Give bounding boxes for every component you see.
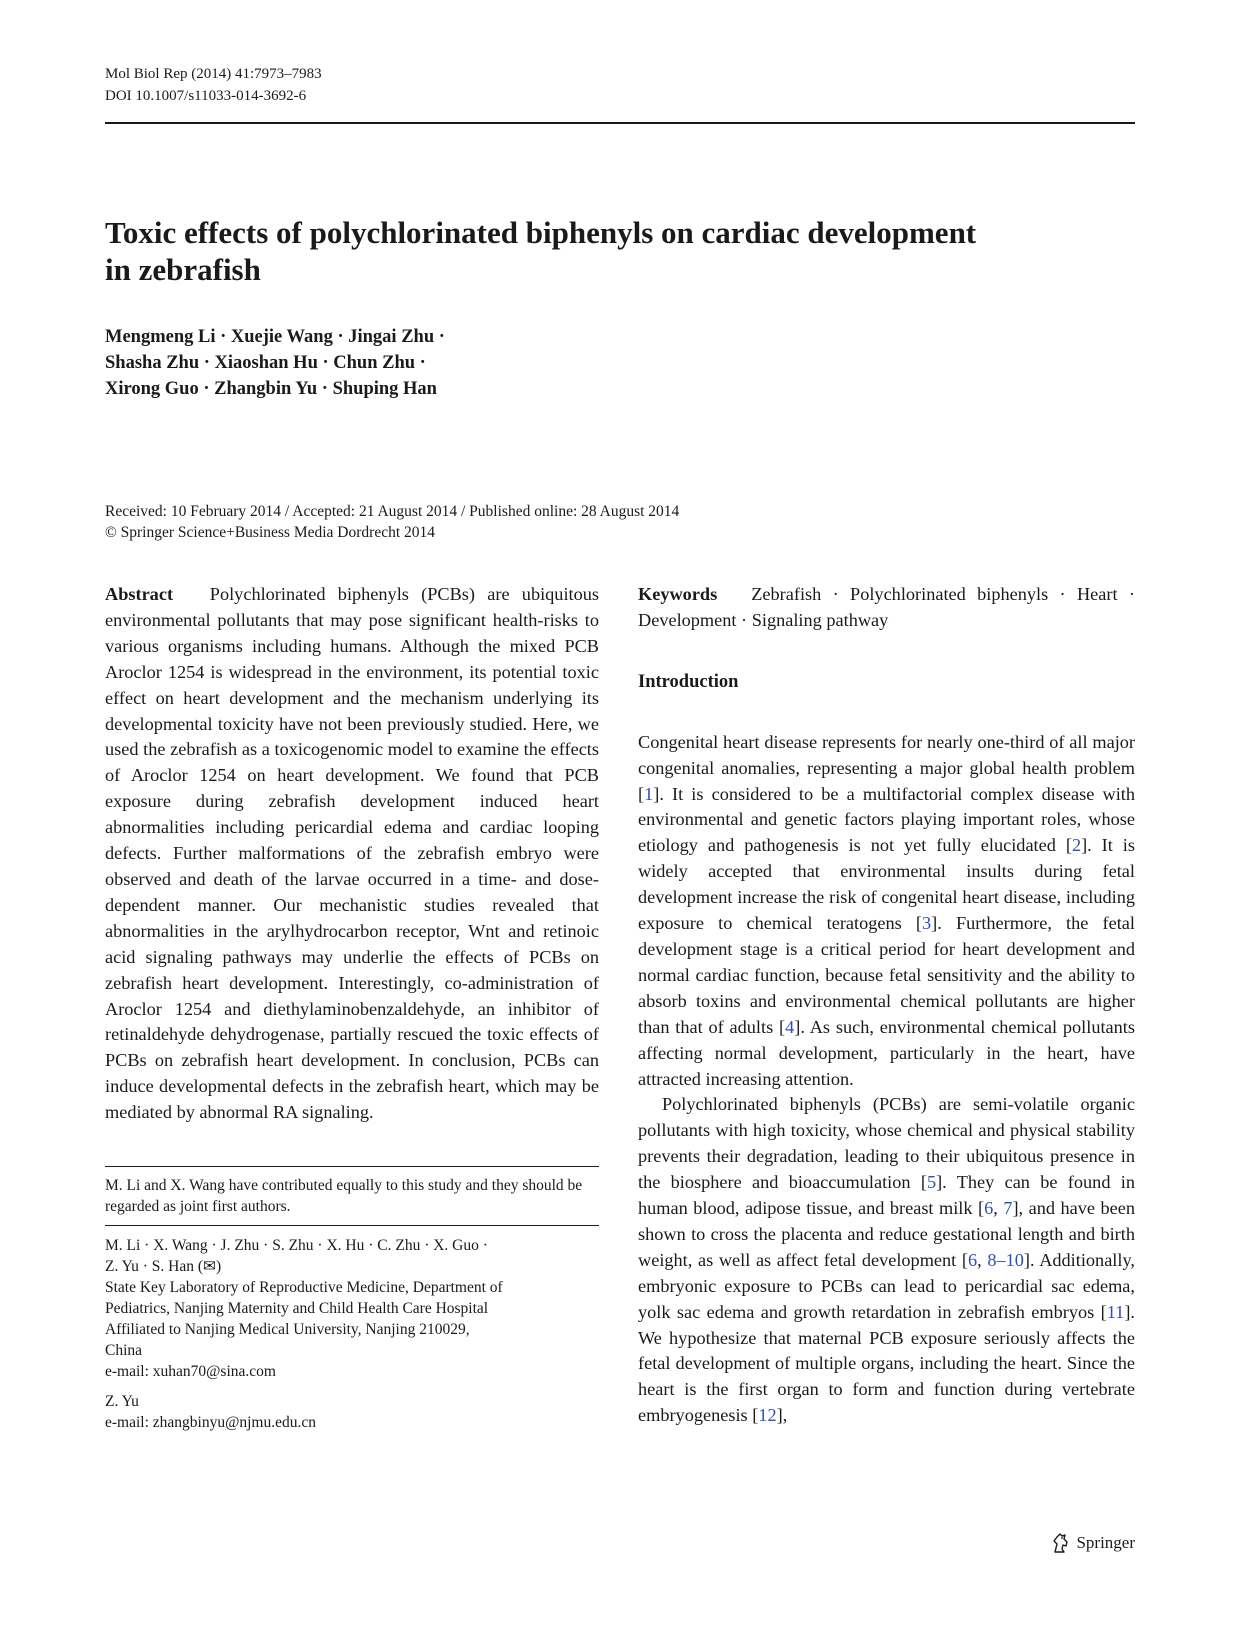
introduction-heading: Introduction	[638, 671, 739, 692]
intro-paragraph-1: Congenital heart disease represents for nearly one-third of all major congenital anomalies, representing a major global health problem [1]. It is considered to be a multifactorial complex disease with environmental and genetic factors playing important roles, whose etiology and pathogenesis is not yet fully elucidated [2]. It is widely accepted that environmental insults during fetal development increase the risk of congenital heart disease, including exposure to chemical teratogens [3]. Furthermore, the fetal development stage is a critical period for heart development and normal cardiac function, because fetal sensitivity and the ability to absorb toxins and environmental chemical pollutants are higher than that of adults [4]. As such, environmental chemical pollutants affecting normal development, particularly in the heart, have attracted increasing attention.	[638, 731, 1136, 1089]
affiliation-rule	[105, 1225, 599, 1226]
citation-link[interactable]: 6	[967, 1249, 978, 1270]
affiliation-block	[105, 1235, 599, 1433]
affil-line-2: Pediatrics, Nanjing Maternity and Child Health Care Hospital	[105, 1300, 489, 1317]
citation-link[interactable]: 4	[785, 1016, 795, 1037]
email-2[interactable]: e-mail: zhangbinyu@njmu.edu.cn	[105, 1414, 316, 1431]
citation-link[interactable]: 12	[758, 1405, 777, 1426]
citation-link[interactable]: 7	[1003, 1198, 1013, 1219]
publisher-name: Springer	[1076, 1533, 1135, 1552]
citation-link[interactable]: 8–10	[987, 1249, 1024, 1270]
abstract-text: Polychlorinated biphenyls (PCBs) are ubiquitous environmental pollutants that may pose significant health-risks to various organisms including humans. Although the mixed PCB Aroclor 1254 is widespread in the environment, its potential toxic effect on heart development and the mechanism underlying its developmental toxicity have not been previously studied. Here, we used the zebrafish as a toxicogenomic model to examine the effects of Aroclor 1254 on heart development. We found that PCB exposure during zebrafish development induced heart abnormalities including pericardial edema and cardiac looping defects. Further malformations of the zebrafish embryo were observed and death of the larvae occurred in a time- and dose-dependent manner. Our mechanistic studies revealed that abnormalities in the arylhydrocarbon receptor, Wnt and retinoic acid signaling pathways may underlie the effects of PCBs on zebrafish heart development. Interestingly, co-administration of Aroclor 1254 and diethylaminobenzaldehyde, an inhibitor of retinaldehyde dehydrogenase, partially rescued the toxic effects of PCBs on zebrafish heart development. In conclusion, PCBs can induce developmental defects in the zebrafish heart, which may be mediated by abnormal RA signaling.	[105, 584, 600, 1123]
publication-history	[105, 501, 679, 543]
equal-contribution-note	[105, 1175, 599, 1217]
citation-link[interactable]: 11	[1106, 1301, 1125, 1322]
intro-paragraph-2: Polychlorinated biphenyls (PCBs) are semi-volatile organic pollutants with high toxicity, whose chemical and physical stability prevents their degradation, leading to their ubiquitous presence in the biosphere and bioaccumulation [5]. They can be found in human blood, adipose tissue, and breast milk [6, 7], and have been shown to cross the placenta and reduce gestational length and birth weight, as well as affect fetal development [6, 8–10]. Additionally, embryonic exposure to PCBs can lead to pericardial sac edema, yolk sac edema and growth retardation in zebrafish embryos [11]. We hypothesize that maternal PCB exposure seriously affects the fetal development of multiple organs, including the heart. Since the heart is the first organ to form and function during vertebrate embryogenesis [12],	[638, 1094, 1135, 1426]
affil-line-1: State Key Laboratory of Reproductive Medicine, Department of	[105, 1279, 503, 1296]
right-column	[638, 582, 1135, 1429]
affil-authors-2: Z. Yu · S. Han (✉)	[105, 1258, 222, 1275]
header-rule	[105, 122, 1135, 124]
history-dates: Received: 10 February 2014 / Accepted: 21 August 2014 / Published online: 28 August 2014	[105, 503, 680, 520]
corresponding-author-2: Z. Yu	[105, 1393, 139, 1410]
doi: DOI 10.1007/s11033-014-3692-6	[105, 88, 307, 104]
journal-citation: Mol Biol Rep (2014) 41:7973–7983	[105, 66, 322, 82]
equal-contribution-text: M. Li and X. Wang have contributed equally to this study and they should be regarded as joint first authors.	[105, 1177, 583, 1215]
author-line-1: Mengmeng Li · Xuejie Wang · Jingai Zhu ·	[105, 327, 445, 347]
author-line-2: Shasha Zhu · Xiaoshan Hu · Chun Zhu ·	[105, 353, 426, 373]
email-1[interactable]: e-mail: xuhan70@sina.com	[105, 1363, 276, 1380]
affil-authors-1: M. Li · X. Wang · J. Zhu · S. Zhu · X. Hu · C. Zhu · X. Guo ·	[105, 1237, 488, 1254]
author-line-3: Xirong Guo · Zhangbin Yu · Shuping Han	[105, 379, 437, 399]
citation-link[interactable]: 3	[922, 913, 932, 934]
keywords-heading: Keywords	[638, 584, 718, 604]
citation-link[interactable]: 1	[644, 783, 654, 804]
article-title	[105, 214, 1125, 288]
citation-link[interactable]: 5	[926, 1172, 937, 1193]
abstract	[105, 582, 599, 1126]
affil-line-3: Affiliated to Nanjing Medical University, Nanjing 210029,	[105, 1321, 470, 1338]
author-list	[105, 324, 445, 402]
keywords	[638, 582, 1135, 634]
footnote-rule	[105, 1166, 599, 1167]
publisher-logo	[1051, 1532, 1135, 1554]
title-line-1: Toxic effects of polychlorinated biphenyls on cardiac development	[105, 215, 977, 250]
citation-link[interactable]: 6	[984, 1198, 994, 1219]
abstract-heading: Abstract	[105, 584, 174, 604]
affil-line-4: China	[105, 1342, 143, 1359]
title-line-2: in zebrafish	[105, 252, 261, 287]
springer-horse-icon	[1051, 1532, 1071, 1554]
keywords-text: Zebrafish · Polychlorinated biphenyls · Heart · Development · Signaling pathway	[638, 584, 1135, 630]
copyright: © Springer Science+Business Media Dordrecht 2014	[105, 524, 436, 541]
citation-link[interactable]: 2	[1071, 835, 1082, 856]
